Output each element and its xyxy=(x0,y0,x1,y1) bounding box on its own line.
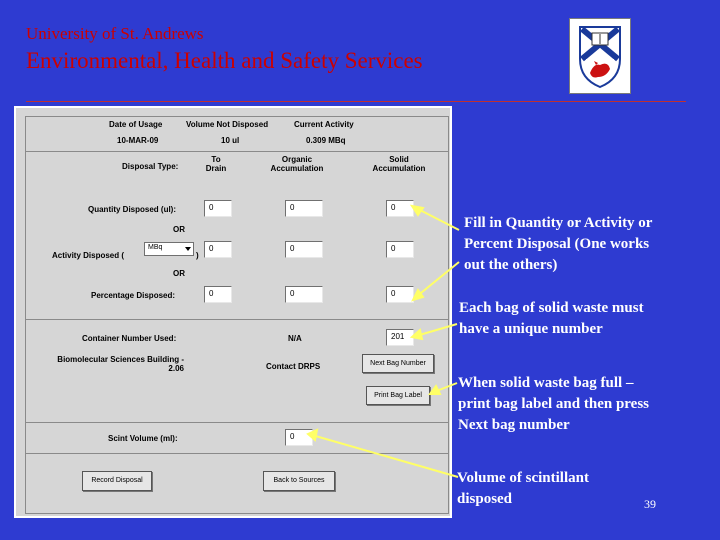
department-title: Environmental, Health and Safety Services xyxy=(26,48,423,73)
arrowhead-icon xyxy=(412,206,423,215)
current-activity-header: Current Activity xyxy=(294,120,354,129)
activity-organic-input[interactable]: 0 xyxy=(285,241,323,258)
activity-solid-input[interactable]: 0 xyxy=(386,241,414,258)
container-na-value: N/A xyxy=(288,334,302,343)
building-label: Biomolecular Sciences Building - 2.06 xyxy=(57,355,184,373)
university-title: University of St. Andrews xyxy=(26,24,204,43)
contact-drps-label: Contact DRPS xyxy=(266,362,321,371)
scint-volume-label: Scint Volume (ml): xyxy=(108,434,178,443)
container-number-label: Container Number Used: xyxy=(82,334,177,343)
volume-not-disposed-header: Volume Not Disposed xyxy=(186,120,269,129)
arrowhead-icon xyxy=(412,330,422,339)
arrowhead-icon xyxy=(308,430,317,440)
quantity-drain-input[interactable]: 0 xyxy=(204,200,232,217)
annotation-fill-in-quantity: Fill in Quantity or Activity or Percent Disposal (One works out the others) xyxy=(464,215,653,273)
annotation-unique-bag-number: Each bag of solid waste must have a unique number xyxy=(459,300,644,337)
callout-arrow xyxy=(312,435,458,477)
callout-arrow xyxy=(416,262,459,297)
or-label: OR xyxy=(173,269,185,278)
percentage-disposed-label: Percentage Disposed: xyxy=(91,291,176,300)
quantity-organic-input[interactable]: 0 xyxy=(285,200,323,217)
activity-disposed-label: Activity Disposed ( xyxy=(52,251,125,260)
container-number-input[interactable]: 201 xyxy=(386,329,414,346)
volume-value: 10 ul xyxy=(221,136,240,145)
drain-column-header: To Drain xyxy=(205,155,227,173)
print-bag-label-button[interactable]: Print Bag Label xyxy=(366,386,430,405)
next-bag-number-button[interactable]: Next Bag Number xyxy=(362,354,434,373)
solid-column-header: Solid Accumulation xyxy=(372,155,426,173)
arrowhead-icon xyxy=(430,386,440,394)
percentage-drain-input[interactable]: 0 xyxy=(204,286,232,303)
annotation-print-bag-label: When solid waste bag full – print bag label and then press Next bag number xyxy=(458,375,650,433)
quantity-disposed-label: Quantity Disposed (ul): xyxy=(88,205,176,214)
page-number: 39 xyxy=(644,497,656,511)
back-to-sources-button[interactable]: Back to Sources xyxy=(263,471,335,491)
callout-arrow xyxy=(416,324,457,336)
record-disposal-button[interactable]: Record Disposal xyxy=(82,471,152,491)
or-label: OR xyxy=(173,225,185,234)
disposal-type-label: Disposal Type: xyxy=(122,162,179,171)
activity-drain-input[interactable]: 0 xyxy=(204,241,232,258)
callout-arrow xyxy=(416,208,459,230)
date-value: 10-MAR-09 xyxy=(117,136,159,145)
activity-unit-value: MBq xyxy=(148,244,163,251)
annotation-scintillant-volume: Volume of scintillant disposed xyxy=(457,470,589,507)
organic-column-header: Organic Accumulation xyxy=(270,155,324,173)
activity-label-close: ) xyxy=(196,251,199,260)
percentage-solid-input[interactable]: 0 xyxy=(386,286,414,303)
scint-volume-input[interactable]: 0 xyxy=(285,429,313,446)
percentage-organic-input[interactable]: 0 xyxy=(285,286,323,303)
activity-value: 0.309 MBq xyxy=(306,136,346,145)
quantity-solid-input[interactable]: 0 xyxy=(386,200,414,217)
date-of-usage-header: Date of Usage xyxy=(109,120,163,129)
